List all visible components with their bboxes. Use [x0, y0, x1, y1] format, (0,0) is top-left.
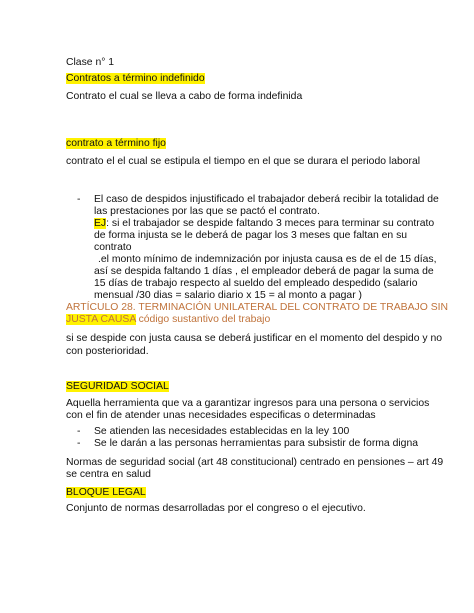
articulo-line-2	[66, 313, 270, 326]
bullet-dash-1: -	[77, 426, 81, 437]
despidos-line-3-rest: : si el trabajador se despide faltando 3 meces para terminar su contrato	[106, 218, 435, 229]
despidos-line-1: El caso de despidos injustificado el trabajador deberá recibir la totalidad de	[94, 194, 439, 205]
indefinido-definition: Contrato el cual se lleva a cabo de forma indefinida	[66, 91, 303, 102]
despidos-line-4: de forma injusta se le deberá de pagar los 3 meses que faltan en su	[94, 230, 408, 241]
seguridad-line-2: con el fin de atender unas necesidades especificas o determinadas	[66, 410, 376, 421]
despidos-line-7: así se despida faltando 1 días , el empleador deberá de pagar la suma de	[94, 266, 434, 277]
bloque-heading	[66, 486, 146, 499]
normas-line-2: se centra en salud	[66, 469, 151, 480]
indefinido-heading	[66, 72, 205, 85]
seguridad-bullet-1: Se atienden las necesidades establecidas en la ley 100	[94, 426, 350, 437]
despidos-bullet-dash: -	[77, 194, 81, 205]
seguridad-heading-text: SEGURIDAD SOCIAL	[66, 381, 169, 392]
despidos-line-6: .el monto mínimo de indemnización por injusta causa es de el de 15 días,	[98, 254, 437, 265]
indefinido-heading-text: Contratos a término indefinido	[66, 73, 205, 84]
ej-label: EJ	[94, 218, 107, 229]
justa-causa-line-2: con posterioridad.	[66, 346, 149, 357]
bloque-heading-text: BLOQUE LEGAL	[66, 487, 146, 498]
fijo-heading	[66, 137, 166, 150]
despidos-line-9: mensual /30 dias = salario diario x 15 = al monto a pagar )	[94, 290, 363, 301]
articulo-line-2-rest: código sustantivo del trabajo	[135, 314, 271, 325]
justa-causa-line-1: si se despide con justa causa se deberá justificar en el momento del despido y no	[66, 333, 443, 344]
despidos-line-2: las prestaciones por las que se pactó el contrato.	[94, 206, 320, 217]
fijo-heading-text: contrato a término fijo	[66, 138, 166, 149]
class-number: Clase n° 1	[66, 57, 115, 68]
fijo-definition: contrato el el cual se estipula el tiempo en el que se durara el periodo laboral	[66, 156, 421, 167]
despidos-line-8: 15 días de trabajo respecto al sueldo del empleado despedido (salario	[94, 278, 418, 289]
bloque-definition: Conjunto de normas desarrolladas por el congreso o el ejecutivo.	[66, 503, 366, 514]
normas-line-1: Normas de seguridad social (art 48 constitucional) centrado en pensiones – art 49	[66, 457, 444, 468]
despidos-line-5: contrato	[94, 242, 132, 253]
seguridad-line-1: Aquella herramienta que va a garantizar ingresos para una persona o servicios	[66, 398, 430, 409]
justa-causa-highlight: JUSTA CAUSA	[66, 314, 136, 325]
seguridad-heading	[66, 380, 169, 393]
seguridad-bullet-2: Se le darán a las personas herramientas para subsistir de forma digna	[94, 438, 419, 449]
bullet-dash-2: -	[77, 438, 81, 449]
articulo-line-1: ARTÍCULO 28. TERMINACIÓN UNILATERAL DEL CONTRATO DE TRABAJO SIN	[66, 302, 449, 313]
